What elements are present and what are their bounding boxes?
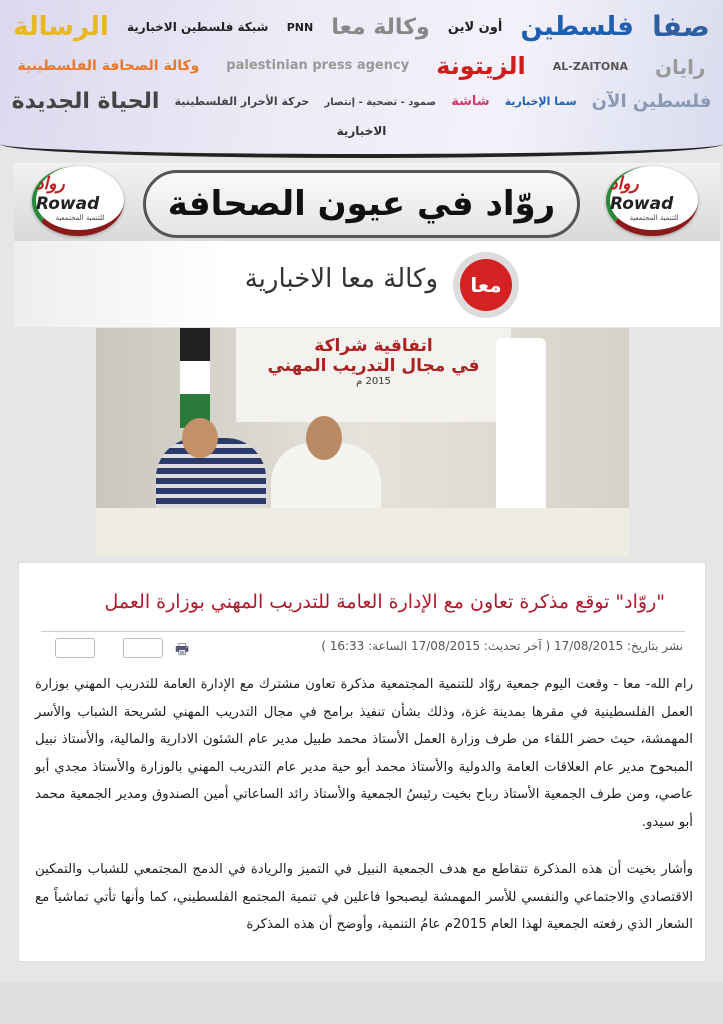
photo-banner-line2: في مجال التدريب المهني	[267, 356, 480, 376]
logo-safa-sub: وكالة الصحافة الفلسطينية	[17, 57, 200, 74]
logo-safa: صفا	[652, 10, 710, 44]
article-photo	[96, 328, 629, 557]
maan-logo: معا	[453, 252, 519, 318]
logo-sama: سما الإخبارية	[504, 95, 577, 109]
logo-ahrar: حركة الأحرار الفلسطينية	[174, 95, 310, 109]
rowad-logo-left: رواد Rowad للتنمية المجتمعية	[32, 166, 124, 236]
logo-alresala: الرسالة	[13, 12, 109, 43]
logo-palestine: فلسطين	[520, 12, 634, 43]
source-name: وكالة معا الاخبارية	[244, 264, 438, 294]
article-meta: نشر بتاريخ: 17/08/2015 ( آخر تحديث: 17/08/2015 الساعة: 16:33 )	[321, 639, 683, 653]
logo-rayan: رايان	[654, 54, 706, 79]
logo-maan: وكالة معا	[331, 14, 430, 40]
article-title: "روّاد" توقع مذكرة تعاون مع الإدارة العامة للتدريب المهني بوزارة العمل	[104, 591, 665, 613]
article-body	[35, 671, 693, 959]
logo-online: أون لاين	[447, 19, 503, 35]
article-card	[18, 562, 706, 962]
news-outlets-banner	[0, 0, 723, 158]
divider	[41, 631, 685, 632]
logo-alresala-sub: الاخبارية	[336, 123, 387, 138]
logo-pnn-text: شبكة فلسطين الاخبارية	[127, 20, 269, 35]
rowad-logo-right: رواد Rowad للتنمية المجتمعية	[606, 166, 698, 236]
paragraph: رام الله- معا - وقعت اليوم جمعية روّاد للتنمية المجتمعية مذكرة تعاون مشترك مع الإدارة العامة للتدريب المهني بوزارة العمل الفلسطينية في مقرها بمدينة غزة، وذلك بشأن تنفيذ برامج في مجال التدريب المهني لشريحة الشباب والأسر المهمشة، حيث حضر اللقاء من طرف وزارة العمل الأستاذ محمد طبيل مدير عام الشئون الادارية والمالية، والأستاذ نبيل المبحوح مدير عام العلاقات العامة والدولية والأستاذ محمد أبو حية مدير عام التدريب المهني بالوزارة والأستاذ مجدي أبو عاصي، ومن طرف الجمعية الأستاذ رباح بخيت رئيسُ الجمعية والأستاذ رائد الساعاتي أمين الصندوق ومدير الجمعية محمد أبو سيدو.	[35, 677, 693, 830]
logo-safa-en: palestinian press agency	[226, 58, 410, 74]
share-button-2[interactable]	[55, 638, 95, 658]
paragraph: وأشار بخيت أن هذه المذكرة تتقاطع مع هدف الجمعية النبيل في التميز والريادة في الدمج المجتمعي للشباب والتمكين الاقتصادي والاجتماعي والنفسي للأسر المهمشة ليصبحوا فاعلين في تنمية المجتمع الفلسطيني، كما وأنها تأتي تماشياً مع الشعار الذي رفعته الجمعية لهذا العام 2015م عامُ التنمية، وأوضح أن هذه المذكرة	[35, 862, 693, 932]
page-footer-area	[0, 982, 723, 1024]
logo-shasha: شاشة	[451, 93, 490, 109]
photo-banner-year: 2015 م	[356, 376, 391, 387]
logo-pnn: PNN	[286, 20, 314, 34]
logo-zaitona-en: AL-ZAITONA	[552, 59, 628, 73]
print-icon[interactable]: 🖶	[175, 640, 190, 658]
logo-palestine-now: فلسطين الآن	[591, 91, 712, 113]
share-button[interactable]	[123, 638, 163, 658]
logo-ahrar-slogan: صمود - تضحية - إنتصار	[324, 96, 437, 108]
logo-alhayat: الحياة الجديدة	[11, 89, 160, 115]
photo-banner-line1: اتفاقية شراكة	[314, 336, 433, 356]
logo-zaitona: الزيتونة	[436, 52, 526, 81]
page-title: روّاد في عيون الصحافة	[143, 170, 580, 238]
